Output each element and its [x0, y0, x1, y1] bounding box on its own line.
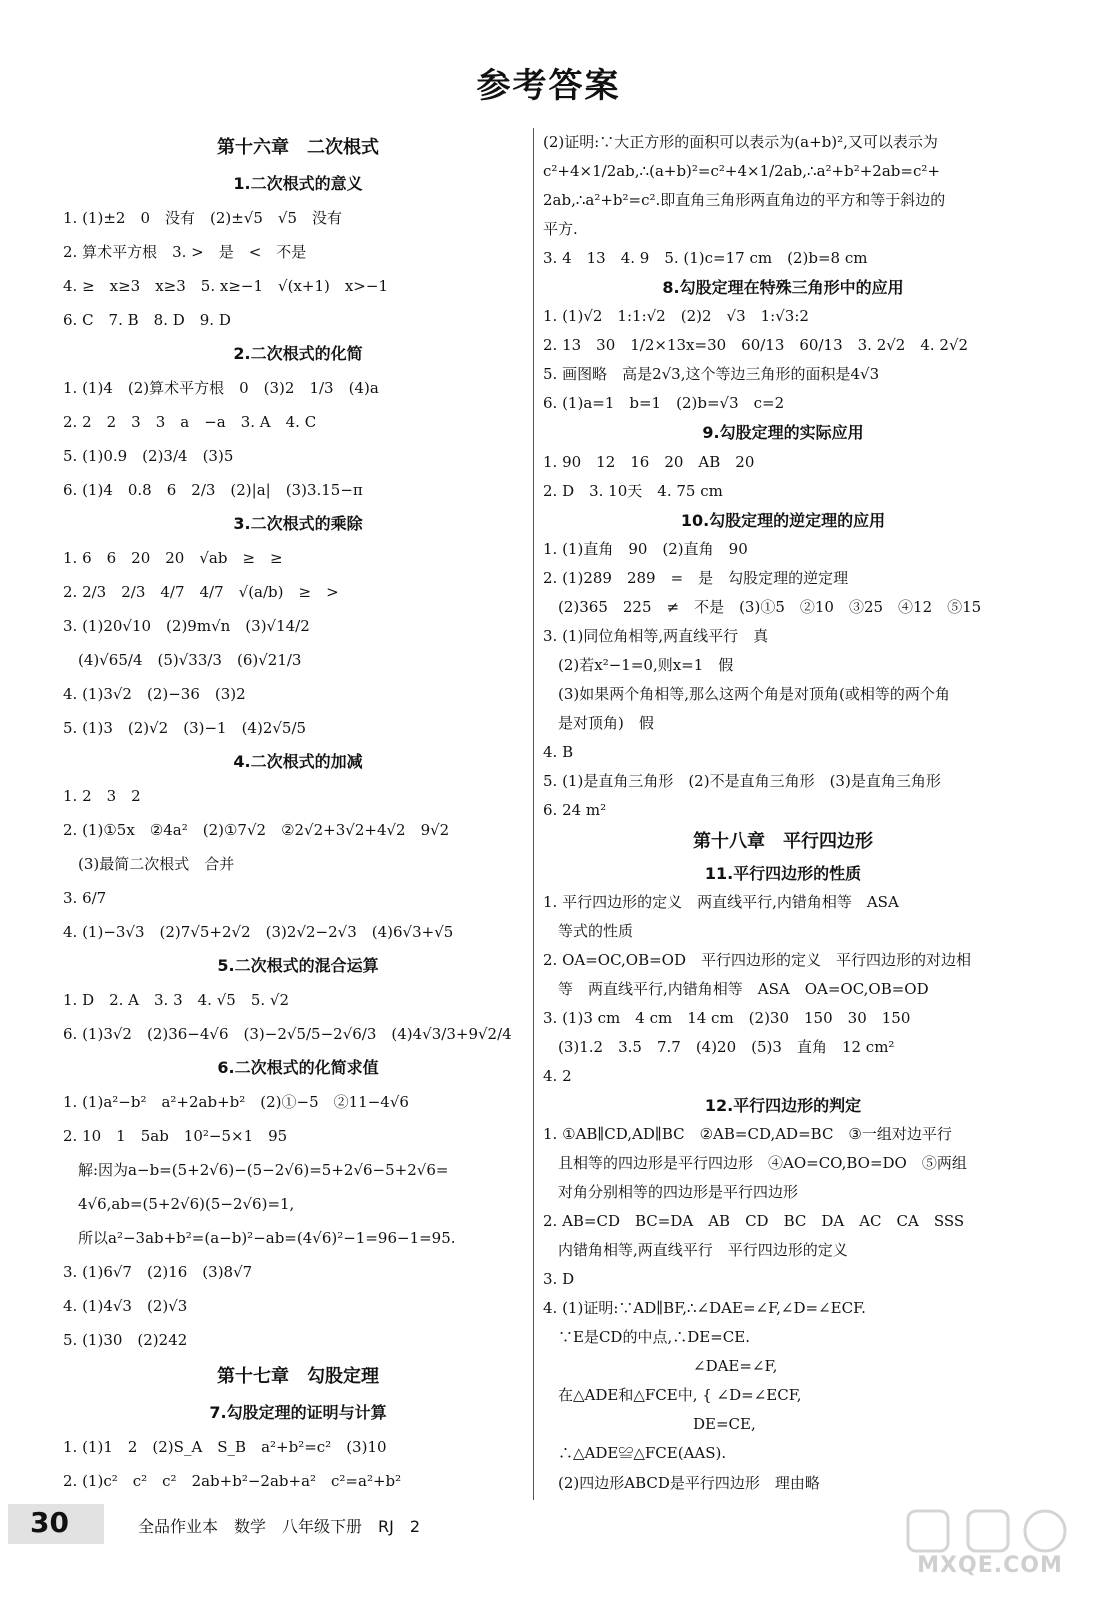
- answer-line: 6. 24 m²: [543, 801, 607, 820]
- answer-line: 4. B: [543, 742, 574, 761]
- watermark-icon: [900, 1505, 1080, 1555]
- section-heading: 7.勾股定理的证明与计算: [209, 1402, 387, 1422]
- answer-line: 1. (1)直角 90 (2)直角 90: [543, 539, 748, 558]
- answer-line: 4. ≥ x≥3 x≥3 5. x≥−1 √(x+1) x>−1: [63, 277, 388, 296]
- answer-line: 且相等的四边形是平行四边形 ④AO=CO,BO=DO ⑤两组: [543, 1154, 967, 1172]
- footer-book-info: 全品作业本 数学 八年级下册 RJ 2: [138, 1517, 421, 1536]
- answer-line: 1. D 2. A 3. 3 4. √5 5. √2: [63, 990, 290, 1009]
- answer-line: 5. (1)3 (2)√2 (3)−1 (4)2√5/5: [63, 718, 307, 737]
- section-heading: 4.二次根式的加减: [233, 751, 363, 771]
- answer-line: 2. (1)c² c² c² 2ab+b²−2ab+a² c²=a²+b²: [63, 1471, 402, 1490]
- answer-line: 3. (1)3 cm 4 cm 14 cm (2)30 150 30 150: [543, 1008, 911, 1027]
- answer-line: 1. (1)4 (2)算术平方根 0 (3)2 1/3 (4)a: [63, 379, 379, 397]
- page-number: 30: [30, 1506, 69, 1539]
- section-heading: 1.二次根式的意义: [233, 174, 363, 194]
- watermark-logo: [900, 1505, 1080, 1585]
- answer-line: (2)若x²−1=0,则x=1 假: [543, 655, 734, 674]
- answer-line: (3)1.2 3.5 7.7 (4)20 (5)3 直角 12 cm²: [543, 1037, 895, 1056]
- answer-line: 6. C 7. B 8. D 9. D: [63, 311, 231, 330]
- answer-line: 1. 6 6 20 20 √ab ≥ ≥: [63, 548, 283, 567]
- section-heading: 6.二次根式的化简求值: [217, 1057, 379, 1077]
- answer-line: 4. 2: [543, 1066, 572, 1085]
- answer-line: (2)365 225 ≠ 不是 (3)①5 ②10 ③25 ④12 ⑤15: [543, 597, 982, 616]
- answer-line: 2. 2/3 2/3 4/7 4/7 √(a/b) ≥ >: [63, 582, 339, 601]
- answer-line: 5. (1)是直角三角形 (2)不是直角三角形 (3)是直角三角形: [543, 772, 941, 791]
- answer-line: 等式的性质: [543, 921, 634, 940]
- answer-line: 解:因为a−b=(5+2√6)−(5−2√6)=5+2√6−5+2√6=: [63, 1160, 449, 1179]
- answer-line: 4. (1)4√3 (2)√3: [63, 1296, 188, 1315]
- answer-line: (4)√65/4 (5)√33/3 (6)√21/3: [63, 650, 302, 669]
- answer-line: (3)如果两个角相等,那么这两个角是对顶角(或相等的两个角: [543, 684, 950, 703]
- answer-line: 2. (1)289 289 = 是 勾股定理的逆定理: [543, 568, 849, 587]
- section-heading: 5.二次根式的混合运算: [217, 955, 379, 975]
- section-heading: 3.二次根式的乘除: [233, 513, 363, 533]
- answer-line: 1. (1)±2 0 没有 (2)±√5 √5 没有: [63, 209, 343, 228]
- answer-line: 2. OA=OC,OB=OD 平行四边形的定义 平行四边形的对边相: [543, 950, 972, 969]
- answer-line: 2. 10 1 5ab 10²−5×1 95: [63, 1126, 288, 1145]
- section-heading: 2.二次根式的化简: [233, 344, 363, 364]
- chapter-heading: 第十七章 勾股定理: [217, 1365, 379, 1387]
- answer-line: 等 两直线平行,内错角相等 ASA OA=OC,OB=OD: [543, 979, 929, 998]
- answer-line: 3. 6/7: [63, 888, 107, 907]
- answer-line: ∠DAE=∠F,: [543, 1357, 778, 1376]
- answer-line: 3. (1)同位角相等,两直线平行 真: [543, 626, 769, 645]
- answer-line: DE=CE,: [543, 1415, 756, 1434]
- answer-line: 3. (1)6√7 (2)16 (3)8√7: [63, 1262, 253, 1281]
- answer-line: 2. AB=CD BC=DA AB CD BC DA AC CA SSS: [543, 1212, 965, 1231]
- answer-line: 平方.: [543, 220, 578, 239]
- answer-line: 6. (1)a=1 b=1 (2)b=√3 c=2: [543, 394, 785, 413]
- answer-line: 2. 13 30 1/2×13x=30 60/13 60/13 3. 2√2 4. 2√2: [543, 336, 969, 355]
- chapter-heading: 第十八章 平行四边形: [693, 831, 873, 853]
- answer-line: 1. (1)a²−b² a²+2ab+b² (2)①−5 ②11−4√6: [63, 1092, 409, 1111]
- answer-line: 4. (1)证明:∵AD∥BF,∴∠DAE=∠F,∠D=∠ECF.: [543, 1299, 866, 1318]
- answer-line: (2)四边形ABCD是平行四边形 理由略: [543, 1473, 820, 1492]
- answer-line: 1. 平行四边形的定义 两直线平行,内错角相等 ASA: [543, 892, 899, 911]
- answer-line: 2. (1)①5x ②4a² (2)①7√2 ②2√2+3√2+4√2 9√2: [63, 820, 450, 839]
- section-heading: 12.平行四边形的判定: [704, 1095, 862, 1115]
- answer-line: 4. (1)−3√3 (2)7√5+2√2 (3)2√2−2√3 (4)6√3+√5: [63, 922, 454, 941]
- section-heading: 8.勾股定理在特殊三角形中的应用: [662, 278, 904, 298]
- section-heading: 11.平行四边形的性质: [704, 863, 862, 883]
- answer-line: 1. (1)√2 1:1:√2 (2)2 √3 1:√3:2: [543, 307, 809, 326]
- answer-line: 2. D 3. 10天 4. 75 cm: [543, 481, 723, 500]
- answer-line: 5. (1)30 (2)242: [63, 1330, 188, 1349]
- answer-line: 4. (1)3√2 (2)−36 (3)2: [63, 684, 246, 703]
- answer-line: 1. ①AB∥CD,AD∥BC ②AB=CD,AD=BC ③一组对边平行: [543, 1124, 952, 1143]
- answer-line: 5. (1)0.9 (2)3/4 (3)5: [63, 446, 234, 465]
- page-title: 参考答案: [476, 66, 621, 106]
- answer-line: ∵E是CD的中点,∴DE=CE.: [543, 1328, 750, 1347]
- answer-line: ∴△ADE≌△FCE(AAS).: [543, 1444, 727, 1463]
- answer-line: 1. 2 3 2: [63, 786, 141, 805]
- answer-line: 2ab,∴a²+b²=c².即直角三角形两直角边的平方和等于斜边的: [543, 191, 946, 210]
- answer-line: 1. (1)1 2 (2)S_A S_B a²+b²=c² (3)10: [63, 1437, 387, 1456]
- answer-line: (3)最简二次根式 合并: [63, 854, 235, 873]
- answer-line: (2)证明:∵大正方形的面积可以表示为(a+b)²,又可以表示为: [543, 133, 938, 151]
- answer-line: 在△ADE和△FCE中, { ∠D=∠ECF,: [543, 1386, 802, 1405]
- answer-line: 6. (1)3√2 (2)36−4√6 (3)−2√5/5−2√6/3 (4)4√3/3+9√2/4: [63, 1024, 512, 1043]
- section-heading: 10.勾股定理的逆定理的应用: [680, 510, 886, 530]
- answer-line: 1. 90 12 16 20 AB 20: [543, 452, 755, 471]
- answer-line: 4√6,ab=(5+2√6)(5−2√6)=1,: [63, 1194, 295, 1213]
- answer-line: 所以a²−3ab+b²=(a−b)²−ab=(4√6)²−1=96−1=95.: [63, 1228, 456, 1247]
- answer-line: 3. 4 13 4. 9 5. (1)c=17 cm (2)b=8 cm: [543, 249, 868, 268]
- right-column: [543, 128, 1023, 1498]
- watermark-text: MXQE.COM: [917, 1553, 1063, 1578]
- answer-line: 是对顶角) 假: [543, 713, 654, 732]
- left-column: [63, 128, 533, 1498]
- column-divider: [533, 128, 534, 1500]
- answer-line: 6. (1)4 0.8 6 2/3 (2)|a| (3)3.15−π: [63, 480, 363, 499]
- answer-line: c²+4×1/2ab,∴(a+b)²=c²+4×1/2ab,∴a²+b²+2ab=c²+: [543, 162, 940, 181]
- answer-line: 2. 算术平方根 3. > 是 < 不是: [63, 243, 307, 262]
- answer-line: 5. 画图略 高是2√3,这个等边三角形的面积是4√3: [543, 365, 880, 384]
- answer-line: 3. (1)20√10 (2)9m√n (3)√14/2: [63, 616, 310, 635]
- answer-line: 2. 2 2 3 3 a −a 3. A 4. C: [63, 412, 317, 431]
- section-heading: 9.勾股定理的实际应用: [702, 423, 864, 443]
- answer-line: 对角分别相等的四边形是平行四边形: [543, 1183, 799, 1202]
- answer-line: 内错角相等,两直线平行 平行四边形的定义: [543, 1241, 848, 1260]
- chapter-heading: 第十六章 二次根式: [217, 137, 379, 158]
- answer-line: 3. D: [543, 1270, 575, 1289]
